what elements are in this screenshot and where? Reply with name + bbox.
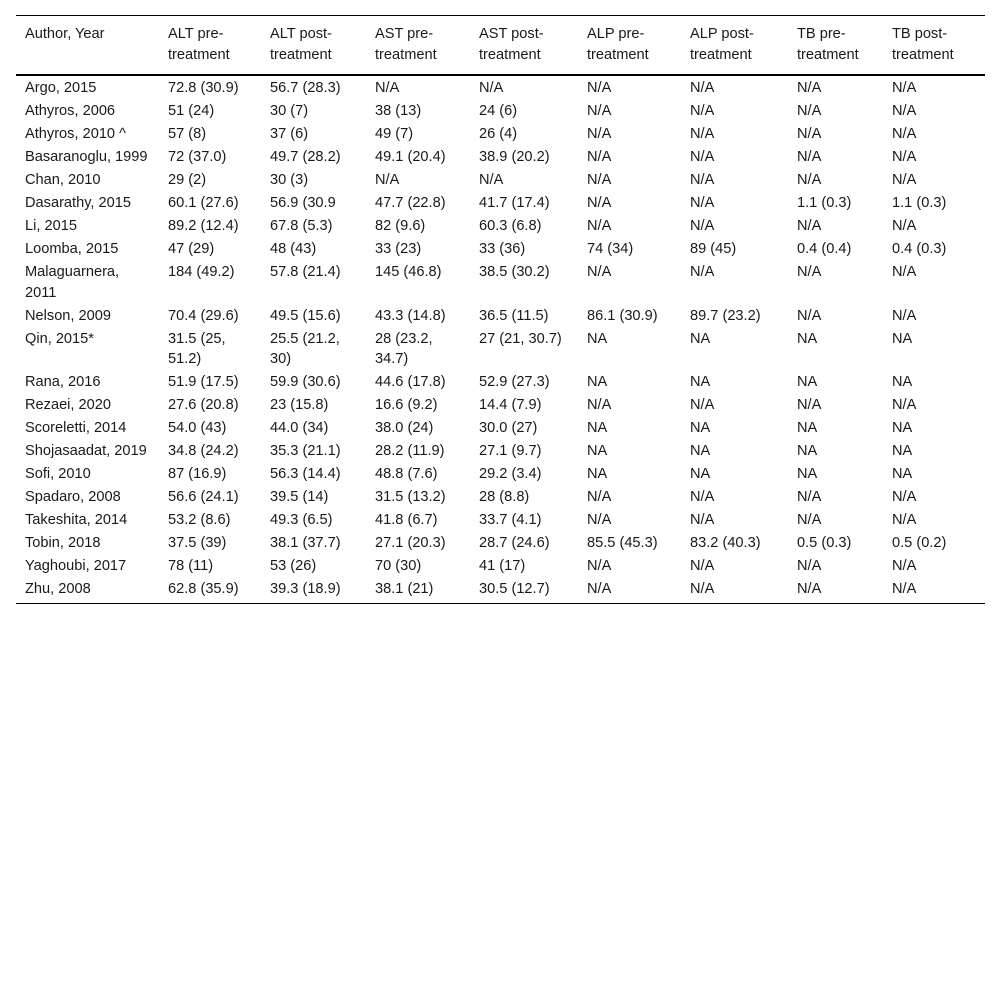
value-cell: NA: [892, 420, 913, 436]
value-cell: N/A: [587, 558, 612, 574]
table-row: [16, 238, 985, 261]
value-cell: 49.7 (28.2): [270, 149, 341, 165]
table-row: [16, 146, 985, 169]
value-cell: NA: [892, 330, 913, 347]
author-year-cell: Nelson, 2009: [25, 307, 112, 324]
value-cell: 87 (16.9): [168, 466, 227, 482]
column-header: AST post-treatment: [479, 26, 544, 63]
author-year-cell: Takeshita, 2014: [25, 512, 128, 528]
value-cell: 60.3 (6.8): [479, 218, 542, 234]
value-cell: N/A: [892, 397, 917, 413]
value-cell: 25.5 (21.2, 30): [270, 330, 340, 367]
value-cell: 39.3 (18.9): [270, 581, 341, 597]
value-cell: 62.8 (35.9): [168, 581, 239, 597]
value-cell: N/A: [797, 103, 822, 119]
value-cell: NA: [797, 466, 818, 482]
table-row: [16, 75, 985, 100]
value-cell: 34.8 (24.2): [168, 443, 239, 459]
value-cell: N/A: [690, 397, 715, 413]
value-cell: 56.6 (24.1): [168, 489, 239, 505]
value-cell: 28.2 (11.9): [375, 443, 445, 459]
value-cell: 44.0 (34): [270, 420, 329, 436]
value-cell: 38.9 (20.2): [479, 149, 550, 165]
value-cell: 51 (24): [168, 103, 215, 119]
value-cell: N/A: [690, 218, 715, 234]
value-cell: NA: [587, 420, 608, 436]
value-cell: 89.2 (12.4): [168, 218, 239, 234]
table-row: [16, 123, 985, 146]
value-cell: NA: [587, 374, 608, 390]
value-cell: 56.9 (30.9: [270, 195, 336, 211]
value-cell: 89.7 (23.2): [690, 307, 761, 324]
value-cell: N/A: [892, 218, 917, 234]
value-cell: 27 (21, 30.7): [479, 330, 562, 347]
value-cell: N/A: [892, 172, 917, 188]
value-cell: N/A: [587, 172, 612, 188]
value-cell: NA: [892, 466, 913, 482]
value-cell: 56.7 (28.3): [270, 80, 341, 96]
value-cell: N/A: [587, 218, 612, 234]
value-cell: 33 (23): [375, 241, 422, 257]
column-header: Author, Year: [25, 26, 105, 42]
value-cell: N/A: [690, 264, 715, 280]
value-cell: 28 (8.8): [479, 489, 530, 505]
value-cell: 0.5 (0.2): [892, 535, 947, 551]
author-year-cell: Basaranoglu, 1999: [25, 149, 148, 165]
value-cell: 24 (6): [479, 103, 518, 119]
value-cell: NA: [690, 466, 711, 482]
value-cell: N/A: [892, 558, 917, 574]
value-cell: N/A: [690, 149, 715, 165]
value-cell: N/A: [892, 307, 917, 324]
value-cell: 29.2 (3.4): [479, 466, 542, 482]
value-cell: 59.9 (30.6): [270, 374, 341, 390]
value-cell: 85.5 (45.3): [587, 535, 658, 551]
value-cell: 39.5 (14): [270, 489, 329, 505]
value-cell: 72.8 (30.9): [168, 80, 239, 96]
value-cell: N/A: [587, 581, 612, 597]
author-year-cell: Dasarathy, 2015: [25, 195, 132, 211]
value-cell: 14.4 (7.9): [479, 397, 542, 413]
value-cell: N/A: [587, 264, 612, 280]
value-cell: N/A: [690, 581, 715, 597]
author-year-cell: Li, 2015: [25, 218, 77, 234]
value-cell: N/A: [892, 512, 917, 528]
value-cell: N/A: [690, 195, 715, 211]
value-cell: 47 (29): [168, 241, 215, 257]
value-cell: N/A: [690, 80, 715, 96]
author-year-cell: Rana, 2016: [25, 374, 101, 390]
value-cell: 0.4 (0.3): [892, 241, 947, 257]
table-row: [16, 555, 985, 578]
table-row: [16, 394, 985, 417]
value-cell: 48 (43): [270, 241, 317, 257]
author-year-cell: Qin, 2015*: [25, 330, 94, 347]
value-cell: NA: [797, 330, 818, 347]
value-cell: 86.1 (30.9): [587, 307, 658, 324]
value-cell: NA: [797, 420, 818, 436]
value-cell: N/A: [587, 397, 612, 413]
author-year-cell: Spadaro, 2008: [25, 489, 121, 505]
value-cell: N/A: [892, 489, 917, 505]
value-cell: 1.1 (0.3): [797, 195, 852, 211]
value-cell: 70 (30): [375, 558, 422, 574]
value-cell: N/A: [797, 581, 822, 597]
value-cell: 31.5 (13.2): [375, 489, 446, 505]
value-cell: NA: [690, 443, 711, 459]
table-row: [16, 371, 985, 394]
value-cell: 30.5 (12.7): [479, 581, 550, 597]
value-cell: N/A: [797, 149, 822, 165]
value-cell: 30.0 (27): [479, 420, 538, 436]
value-cell: N/A: [797, 397, 822, 413]
value-cell: 44.6 (17.8): [375, 374, 446, 390]
value-cell: N/A: [892, 80, 917, 96]
value-cell: 49.5 (15.6): [270, 307, 341, 324]
value-cell: N/A: [375, 80, 400, 96]
value-cell: 38.0 (24): [375, 420, 434, 436]
value-cell: 0.4 (0.4): [797, 241, 852, 257]
table-row: [16, 509, 985, 532]
value-cell: 36.5 (11.5): [479, 307, 549, 324]
value-cell: N/A: [797, 489, 822, 505]
value-cell: 31.5 (25, 51.2): [168, 330, 226, 367]
author-year-cell: Athyros, 2006: [25, 103, 116, 119]
value-cell: NA: [797, 443, 818, 459]
table-header: [16, 16, 985, 76]
value-cell: N/A: [892, 126, 917, 142]
table-row: [16, 578, 985, 604]
value-cell: 47.7 (22.8): [375, 195, 446, 211]
value-cell: N/A: [690, 512, 715, 528]
value-cell: N/A: [479, 80, 504, 96]
table-row: [16, 192, 985, 215]
value-cell: NA: [690, 420, 711, 436]
value-cell: N/A: [375, 172, 400, 188]
author-year-cell: Chan, 2010: [25, 172, 101, 188]
value-cell: 27.1 (9.7): [479, 443, 542, 459]
table-row: [16, 327, 985, 371]
table-container: [16, 15, 985, 604]
column-header: AST pre-treatment: [375, 26, 437, 63]
table-row: [16, 215, 985, 238]
column-header: ALT pre-treatment: [168, 26, 230, 63]
value-cell: 57 (8): [168, 126, 207, 142]
value-cell: 49 (7): [375, 126, 414, 142]
header-row: [16, 16, 985, 76]
value-cell: 33 (36): [479, 241, 526, 257]
author-year-cell: Zhu, 2008: [25, 581, 91, 597]
value-cell: 60.1 (27.6): [168, 195, 239, 211]
value-cell: 57.8 (21.4): [270, 264, 341, 280]
value-cell: 27.1 (20.3): [375, 535, 446, 551]
author-year-cell: Scoreletti, 2014: [25, 420, 127, 436]
value-cell: N/A: [587, 489, 612, 505]
value-cell: NA: [797, 374, 818, 390]
value-cell: 52.9 (27.3): [479, 374, 550, 390]
value-cell: 82 (9.6): [375, 218, 426, 234]
value-cell: N/A: [587, 80, 612, 96]
table-row: [16, 261, 985, 305]
value-cell: N/A: [892, 103, 917, 119]
author-year-cell: Argo, 2015: [25, 80, 97, 96]
value-cell: 37.5 (39): [168, 535, 227, 551]
table-row: [16, 169, 985, 192]
value-cell: 54.0 (43): [168, 420, 227, 436]
value-cell: N/A: [797, 126, 822, 142]
value-cell: 38.1 (37.7): [270, 535, 341, 551]
author-year-cell: Rezaei, 2020: [25, 397, 112, 413]
value-cell: N/A: [797, 264, 822, 280]
value-cell: N/A: [797, 218, 822, 234]
liver-enzymes-table: [16, 15, 985, 604]
value-cell: 145 (46.8): [375, 264, 442, 280]
value-cell: 41.8 (6.7): [375, 512, 438, 528]
table-row: [16, 304, 985, 327]
value-cell: 89 (45): [690, 241, 737, 257]
value-cell: 16.6 (9.2): [375, 397, 438, 413]
value-cell: 0.5 (0.3): [797, 535, 852, 551]
table-row: [16, 100, 985, 123]
value-cell: N/A: [587, 126, 612, 142]
value-cell: 23 (15.8): [270, 397, 329, 413]
value-cell: 29 (2): [168, 172, 207, 188]
value-cell: 83.2 (40.3): [690, 535, 761, 551]
value-cell: N/A: [587, 512, 612, 528]
value-cell: 67.8 (5.3): [270, 218, 333, 234]
value-cell: 49.1 (20.4): [375, 149, 446, 165]
value-cell: N/A: [587, 195, 612, 211]
value-cell: 37 (6): [270, 126, 309, 142]
author-year-cell: Tobin, 2018: [25, 535, 101, 551]
author-year-cell: Shojasaadat, 2019: [25, 443, 147, 459]
value-cell: 26 (4): [479, 126, 518, 142]
value-cell: 28 (23.2, 34.7): [375, 330, 433, 367]
value-cell: 184 (49.2): [168, 264, 235, 280]
value-cell: 78 (11): [168, 558, 214, 574]
value-cell: NA: [892, 374, 913, 390]
author-year-cell: Loomba, 2015: [25, 241, 119, 257]
value-cell: N/A: [690, 172, 715, 188]
column-header: TB pre-treatment: [797, 26, 859, 63]
value-cell: N/A: [797, 512, 822, 528]
table-row: [16, 532, 985, 555]
value-cell: N/A: [892, 149, 917, 165]
value-cell: N/A: [797, 558, 822, 574]
value-cell: N/A: [587, 149, 612, 165]
table-row: [16, 486, 985, 509]
value-cell: N/A: [690, 489, 715, 505]
table-row: [16, 440, 985, 463]
value-cell: 43.3 (14.8): [375, 307, 446, 324]
value-cell: NA: [690, 374, 711, 390]
value-cell: 72 (37.0): [168, 149, 227, 165]
value-cell: 33.7 (4.1): [479, 512, 542, 528]
value-cell: NA: [892, 443, 913, 459]
author-year-cell: Yaghoubi, 2017: [25, 558, 127, 574]
value-cell: 48.8 (7.6): [375, 466, 438, 482]
column-header: ALP post-treatment: [690, 26, 754, 63]
value-cell: N/A: [892, 581, 917, 597]
value-cell: NA: [587, 330, 608, 347]
table-body: [16, 75, 985, 603]
value-cell: NA: [587, 443, 608, 459]
value-cell: N/A: [690, 558, 715, 574]
value-cell: N/A: [479, 172, 504, 188]
value-cell: 41.7 (17.4): [479, 195, 550, 211]
value-cell: 51.9 (17.5): [168, 374, 239, 390]
value-cell: 30 (3): [270, 172, 309, 188]
value-cell: N/A: [797, 307, 822, 324]
value-cell: 38 (13): [375, 103, 422, 119]
value-cell: 53 (26): [270, 558, 317, 574]
value-cell: 38.1 (21): [375, 581, 434, 597]
column-header: TB post-treatment: [892, 26, 954, 63]
table-row: [16, 417, 985, 440]
value-cell: N/A: [690, 126, 715, 142]
value-cell: 56.3 (14.4): [270, 466, 341, 482]
column-header: ALT post-treatment: [270, 26, 332, 63]
value-cell: N/A: [690, 103, 715, 119]
value-cell: 30 (7): [270, 103, 309, 119]
value-cell: 38.5 (30.2): [479, 264, 550, 280]
author-year-cell: Sofi, 2010: [25, 466, 91, 482]
value-cell: NA: [690, 330, 711, 347]
value-cell: 49.3 (6.5): [270, 512, 333, 528]
value-cell: 53.2 (8.6): [168, 512, 231, 528]
value-cell: 35.3 (21.1): [270, 443, 341, 459]
value-cell: 1.1 (0.3): [892, 195, 947, 211]
value-cell: NA: [587, 466, 608, 482]
value-cell: 74 (34): [587, 241, 634, 257]
value-cell: 27.6 (20.8): [168, 397, 239, 413]
value-cell: 28.7 (24.6): [479, 535, 550, 551]
value-cell: N/A: [892, 264, 917, 280]
table-row: [16, 463, 985, 486]
author-year-cell: Malaguarnera, 2011: [25, 264, 120, 301]
author-year-cell: Athyros, 2010 ^: [25, 126, 126, 142]
column-header: ALP pre-treatment: [587, 26, 649, 63]
value-cell: N/A: [797, 80, 822, 96]
value-cell: N/A: [587, 103, 612, 119]
value-cell: N/A: [797, 172, 822, 188]
value-cell: 41 (17): [479, 558, 526, 574]
value-cell: 70.4 (29.6): [168, 307, 239, 324]
